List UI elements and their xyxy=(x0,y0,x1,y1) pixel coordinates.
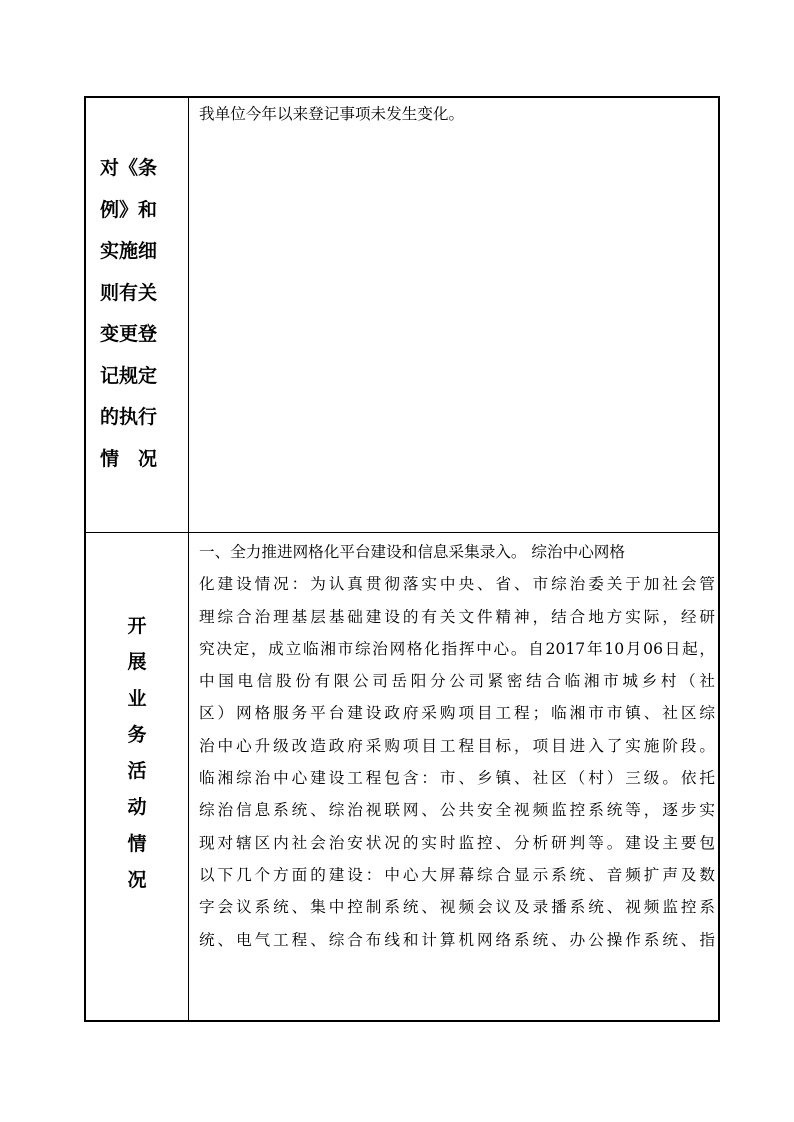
row2-content-line: 现对辖区内社会治安状况的实时监控、分析研判等。建设主要包 xyxy=(199,833,715,852)
row2-label-line: 开 xyxy=(127,615,147,637)
row2-content-line: 字会议系统、集中控制系统、视频会议及录播系统、视频监控系 xyxy=(199,898,715,917)
row2-content-line: 一、全力推进网格化平台建设和信息采集录入。 综治中心网格 xyxy=(199,543,625,561)
row2-content xyxy=(199,536,715,956)
row2-content-line: 综治信息系统、综治视联网、公共安全视频监控系统等，逐步实 xyxy=(199,801,715,820)
row2-label-line: 展 xyxy=(127,651,147,674)
row1-label-line: 记规定 xyxy=(100,364,158,387)
row2-label-line: 活 xyxy=(127,760,147,783)
column-divider xyxy=(188,98,189,1020)
row2-label-line: 业 xyxy=(127,687,147,710)
row2-label-line: 况 xyxy=(127,869,147,892)
row2-content-line: 理综合治理基层基础建设的有关文件精神，结合地方实际，经研 xyxy=(199,607,715,626)
row2-content-line: 化建设情况：为认真贯彻落实中央、省、市综治委关于加社会管 xyxy=(199,575,715,594)
row2-content-line: 究决定，成立临湘市综治网格化指挥中心。自2017年10月06日起， xyxy=(199,639,715,658)
row2-content-line: 治中心升级改造政府采购项目工程目标，项目进入了实施阶段。 xyxy=(199,736,715,755)
row1-label-line: 例》和 xyxy=(100,198,158,221)
row1-label-line: 情 况 xyxy=(100,447,158,470)
row2-content-line: 临湘综治中心建设工程包含：市、乡镇、社区（村）三级。依托 xyxy=(199,769,715,788)
row2-content-line: 区）网格服务平台建设政府采购项目工程；临湘市市镇、社区综 xyxy=(199,704,715,723)
row1-label xyxy=(86,148,188,480)
row2-label-line: 情 xyxy=(127,832,147,855)
row1-label-line: 的执行 xyxy=(100,406,158,428)
row1-label-line: 实施细 xyxy=(100,240,158,262)
row1-label-line: 则有关 xyxy=(100,281,158,304)
row2-content-line: 中国电信股份有限公司岳阳分公司紧密结合临湘市城乡村（社 xyxy=(199,672,715,691)
row1-content-text: 我单位今年以来登记事项未发生变化。 xyxy=(199,105,465,123)
row-divider xyxy=(86,532,718,533)
row2-label xyxy=(86,608,188,898)
row1-label-line: 变更登 xyxy=(100,323,158,345)
registration-table xyxy=(84,96,720,1022)
row2-label-line: 务 xyxy=(127,723,147,746)
row2-content-line: 统、电气工程、综合布线和计算机网络系统、办公操作系统、指 xyxy=(199,930,715,949)
row2-content-line: 以下几个方面的建设：中心大屏幕综合显示系统、音频扩声及数 xyxy=(199,865,715,884)
row1-content xyxy=(199,102,715,126)
row1-label-line: 对《条 xyxy=(100,157,158,179)
row2-label-line: 动 xyxy=(127,796,147,819)
